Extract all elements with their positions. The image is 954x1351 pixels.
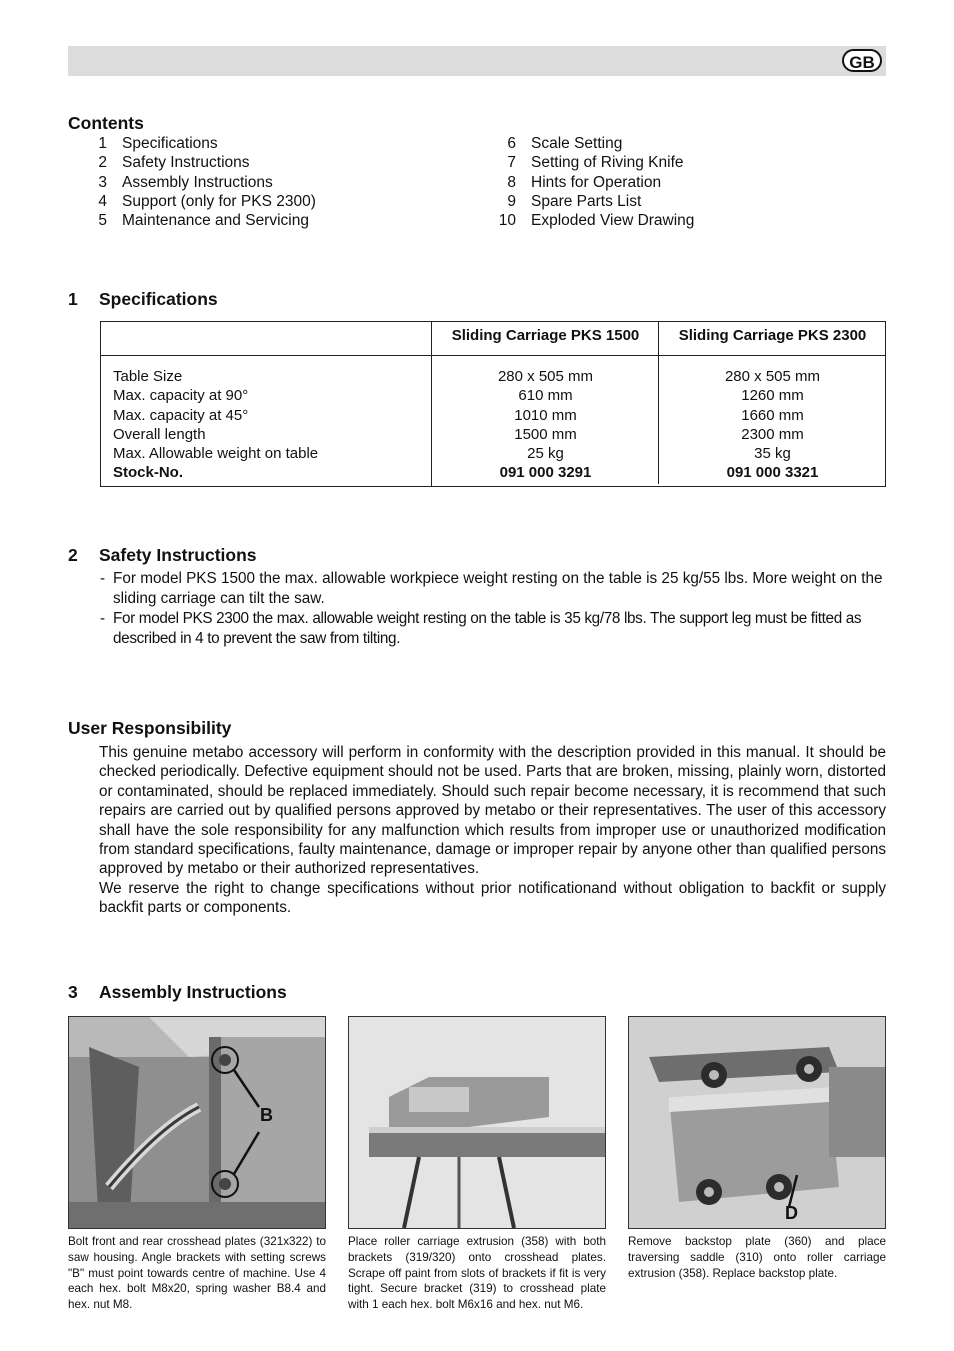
- safety-item: - For model PKS 2300 the max. allowable weight resting on the table is 35 kg/78 lbs. The support leg must be fitted as described in 4 to prevent the saw from tilting.: [100, 610, 862, 647]
- toc-item[interactable]: 1 Specifications: [98, 135, 218, 152]
- contents-right-column: [468, 134, 694, 230]
- toc-item[interactable]: 7 Setting of Riving Knife: [507, 154, 684, 172]
- assembly-caption-2: Place roller carriage extrusion (358) with both brackets (319/320) onto crosshead plates. Scrape off paint from slots of brackets if fit is very tight. Secure bracket (319) to crosshead plate with 1 each hex. bolt M6x16 and hex. nut M6.: [348, 1235, 606, 1312]
- cell-value: 35 kg: [754, 445, 791, 463]
- responsibility-text: This genuine metabo accessory will perform in conformity with the description provided in this manual. It should be checked periodically. Defective equipment should not be used. Parts that are broken, missing, plainly worn, distorted or contaminated, should be replaced immediately. Should such repair become necessary, it is recommend that such repairs are carried out by qualified persons approved by metabo or their representatives. The user of this accessory shall have the sole responsibility for any malfunction which results from improper use or unauthorized modification from standard specifications, faulty maintenance, damage or improper repair by anyone other than qualified persons approved by metabo or their authorized representatives.: [99, 744, 886, 878]
- language-badge: GB: [842, 49, 882, 72]
- row-label: Overall length: [113, 425, 206, 443]
- row-label: Max. capacity at 45°: [113, 406, 249, 424]
- responsibility-text-2: We reserve the right to change specifications without prior notificationand without obligation to backfit or supply backfit parts or components.: [99, 880, 886, 917]
- row-label: Table Size: [113, 368, 183, 385]
- safety-item: - For model PKS 1500 the max. allowable workpiece weight resting on the table is 25 kg/55 lbs. More weight on the sliding carriage can tilt the saw.: [100, 570, 883, 607]
- table-header-row: [101, 322, 885, 356]
- cell-value: 2300 mm: [741, 425, 804, 443]
- page-header-bar: [68, 46, 886, 76]
- assembly-caption-3: Remove backstop plate (360) and place traversing saddle (310) onto roller carriage extrusion (358). Replace backstop plate.: [628, 1235, 886, 1280]
- contents-title: Contents: [68, 113, 144, 133]
- toc-item[interactable]: 8 Hints for Operation: [507, 173, 662, 191]
- cell-value: 280 x 505 mm: [497, 368, 594, 385]
- traversing-saddle-illustration: [629, 1017, 885, 1228]
- pks1500-column: [432, 367, 659, 483]
- row-label: Max. capacity at 90°: [113, 387, 249, 405]
- toc-item[interactable]: 2 Safety Instructions: [98, 154, 250, 172]
- bullet-dash: -: [100, 610, 106, 627]
- cell-value: 1260 mm: [741, 387, 804, 405]
- assembly-photo-2: [348, 1016, 606, 1229]
- assembly-caption-1: Bolt front and rear crosshead plates (321x322) to saw housing. Angle brackets with setting screws "B" must point towards centre of machine. Use 4 each hex. bolt M8x20, spring washer B8.4 and hex. nut M8.: [68, 1235, 326, 1312]
- section-responsibility-title: User Responsibility: [68, 718, 232, 738]
- saw-housing-illustration: [69, 1017, 325, 1228]
- cell-value: 1010 mm: [514, 406, 577, 424]
- label-column: [113, 367, 423, 483]
- specifications-table: [100, 321, 886, 487]
- cell-value: 25 kg: [527, 445, 564, 463]
- cell-value: 1660 mm: [741, 406, 804, 424]
- cell-value: 1500 mm: [514, 425, 577, 443]
- cell-value: 280 x 505 mm: [724, 368, 821, 385]
- roller-carriage-illustration: [349, 1017, 605, 1228]
- toc-item[interactable]: 5 Maintenance and Servicing: [98, 212, 309, 230]
- assembly-photo-1: [68, 1016, 326, 1229]
- toc-item[interactable]: 4 Support (only for PKS 2300): [98, 192, 316, 210]
- assembly-photo-3: [628, 1016, 886, 1229]
- section-assembly-title: 3 Assembly Instructions: [68, 982, 287, 1002]
- contents-left-column: [68, 134, 316, 230]
- bullet-dash: -: [100, 570, 106, 587]
- cell-value: 091 000 3291: [499, 464, 592, 482]
- column-header-pks1500: Sliding Carriage PKS 1500: [451, 327, 640, 344]
- toc-item[interactable]: 9 Spare Parts List: [507, 192, 642, 210]
- row-label: Max. Allowable weight on table: [113, 445, 319, 463]
- toc-item[interactable]: 6 Scale Setting: [507, 135, 623, 152]
- pks2300-column: [659, 367, 886, 483]
- row-label: Stock-No.: [113, 464, 184, 482]
- section-safety-title: 2 Safety Instructions: [68, 545, 257, 565]
- column-header-pks2300: Sliding Carriage PKS 2300: [678, 327, 867, 344]
- section-specifications-title: 1 Specifications: [68, 289, 218, 309]
- toc-item[interactable]: 3 Assembly Instructions: [98, 173, 273, 191]
- figure-label-b: B: [260, 1105, 273, 1125]
- toc-item[interactable]: 10 Exploded View Drawing: [498, 212, 695, 230]
- cell-value: 091 000 3321: [726, 464, 819, 482]
- cell-value: 610 mm: [518, 387, 573, 405]
- figure-label-d: D: [785, 1203, 798, 1223]
